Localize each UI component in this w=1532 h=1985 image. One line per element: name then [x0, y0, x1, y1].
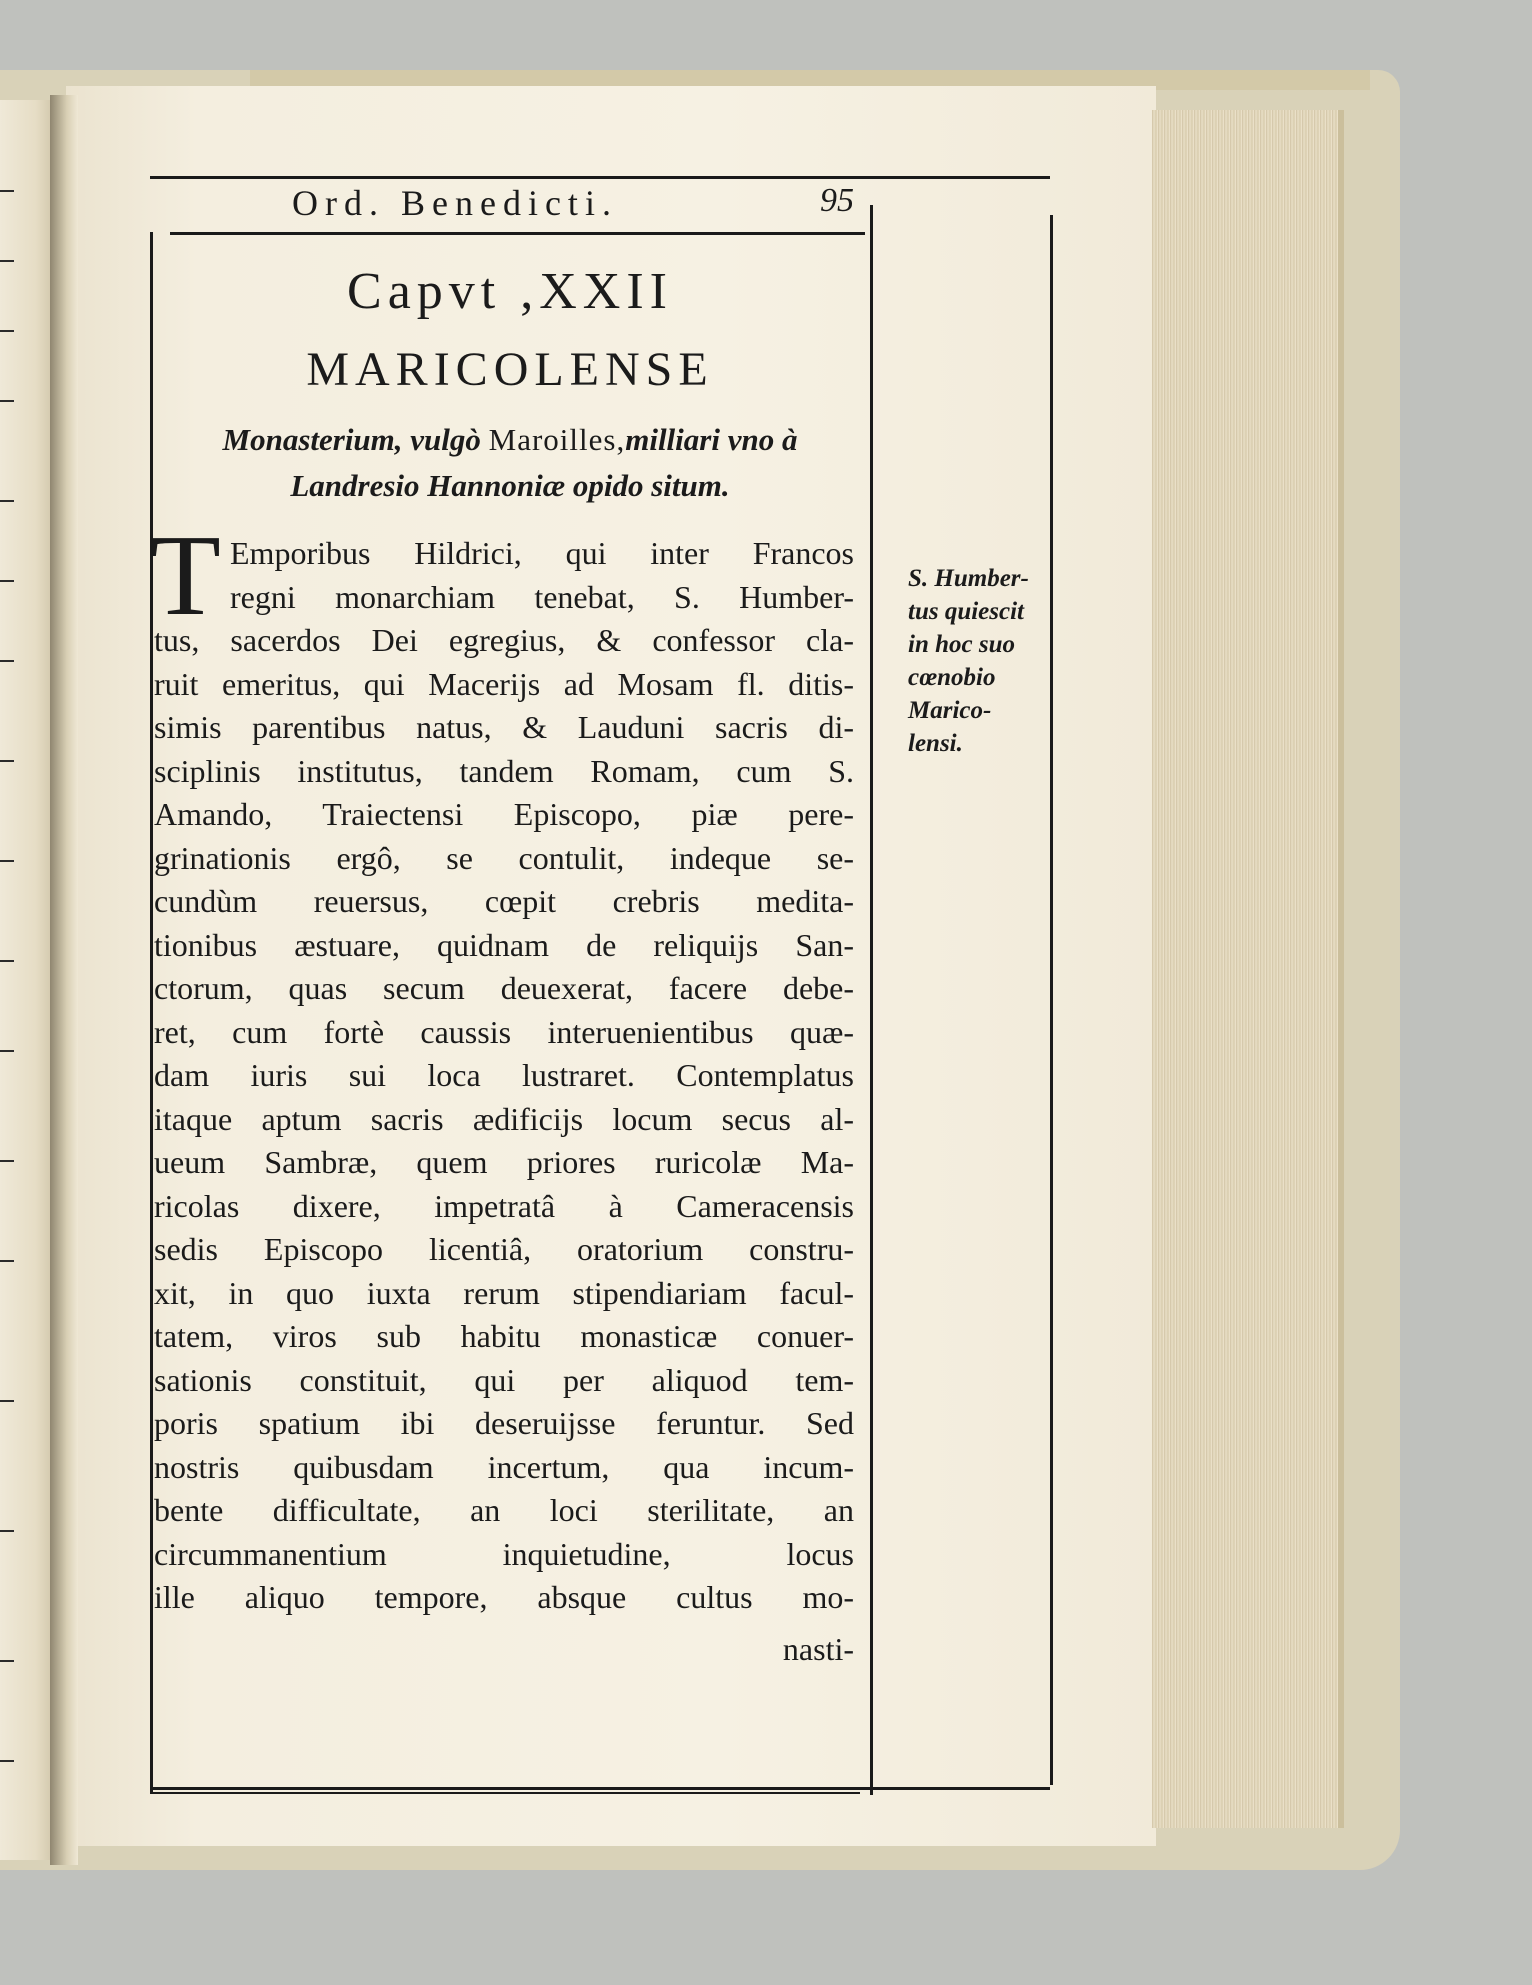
body-line: simis parentibus natus, & Lauduni sacris di-	[154, 709, 854, 745]
chapter-subtitle-line-2: Landresio Hannoniæ opido situm.	[290, 468, 730, 503]
body-line: ricolas dixere, impetratâ à Cameracensis	[154, 1187, 854, 1224]
frame-right-rule	[1050, 215, 1053, 1785]
drop-capital: T	[150, 512, 221, 640]
frame-inner-bottom-rule	[150, 1792, 860, 1794]
margin-note	[908, 562, 1058, 760]
page-number: 95	[820, 182, 854, 219]
body-line: cundùm reuersus, cœpit crebris medita-	[154, 883, 854, 919]
header-top-rule	[150, 176, 1050, 179]
body-line: dam iuris sui loca lustraret. Contemplatus	[154, 1057, 854, 1093]
body-line: ctorum, quas secum deuexerat, facere debe-	[154, 970, 854, 1006]
margin-note-line: tus quiescit	[908, 598, 1024, 625]
body-line: sciplinis institutus, tandem Romam, cum S.	[154, 752, 854, 789]
margin-note-line: Marico-	[908, 697, 992, 724]
header-bottom-rule	[170, 232, 865, 235]
page-edges	[1152, 110, 1344, 1828]
body-line: sedis Episcopo licentiâ, oratorium constru-	[154, 1231, 854, 1267]
subtitle-italic-part: Monasterium, vulgò	[222, 422, 481, 457]
body-line: circummanentium inquietudine, locus	[154, 1535, 854, 1572]
subtitle-end-part: milliari vno à	[625, 422, 798, 457]
margin-note-line: S. Humber-	[908, 565, 1029, 592]
margin-note-line: in hoc suo	[908, 631, 1015, 658]
margin-note-line: cœnobio	[908, 664, 996, 691]
body-line: ruit emeritus, qui Macerijs ad Mosam fl. ditis-	[154, 665, 854, 702]
catchword: nasti-	[782, 1630, 854, 1667]
subtitle-roman-part: Maroilles,	[488, 422, 626, 457]
body-line: ueum Sambræ, quem priores ruricolæ Ma-	[154, 1144, 854, 1180]
gutter-shadow	[50, 95, 78, 1865]
chapter-heading: Capvt ,XXII	[347, 263, 673, 320]
body-line: bente difficultate, an loci sterilitate, an	[154, 1492, 854, 1528]
body-line: tionibus æstuare, quidnam de reliquijs San-	[154, 926, 854, 963]
chapter-subtitle-line-1	[150, 418, 870, 462]
body-line: regni monarchiam tenebat, S. Humber-	[230, 578, 854, 615]
body-line: Amando, Traiectensi Episcopo, piæ pere-	[154, 796, 854, 832]
body-line: Emporibus Hildrici, qui inter Francos	[230, 535, 854, 571]
body-line: tus, sacerdos Dei egregius, & confessor cla-	[154, 622, 854, 658]
body-line: sationis constituit, qui per aliquod tem-	[154, 1361, 854, 1398]
body-line: ille aliquo tempore, absque cultus mo-	[154, 1579, 854, 1615]
body-line: tatem, viros sub habitu monasticæ conuer-	[154, 1318, 854, 1354]
body-text	[154, 532, 854, 1671]
running-title: Ord. Benedicti.	[292, 183, 618, 223]
body-line: xit, in quo iuxta rerum stipendiariam facul-	[154, 1274, 854, 1311]
frame-bottom-rule	[150, 1787, 1050, 1790]
body-line: ret, cum fortè caussis interuenientibus quæ-	[154, 1013, 854, 1050]
frame-center-rule	[870, 205, 873, 1795]
body-line: nostris quibusdam incertum, qua incum-	[154, 1448, 854, 1485]
margin-note-line: lensi.	[908, 730, 963, 757]
body-line: itaque aptum sacris ædificijs locum secus al-	[154, 1100, 854, 1137]
body-line: grinationis ergô, se contulit, indeque se-	[154, 839, 854, 876]
body-line: poris spatium ibi deseruijsse feruntur. Sed	[154, 1405, 854, 1441]
chapter-name: MARICOLENSE	[306, 343, 714, 396]
